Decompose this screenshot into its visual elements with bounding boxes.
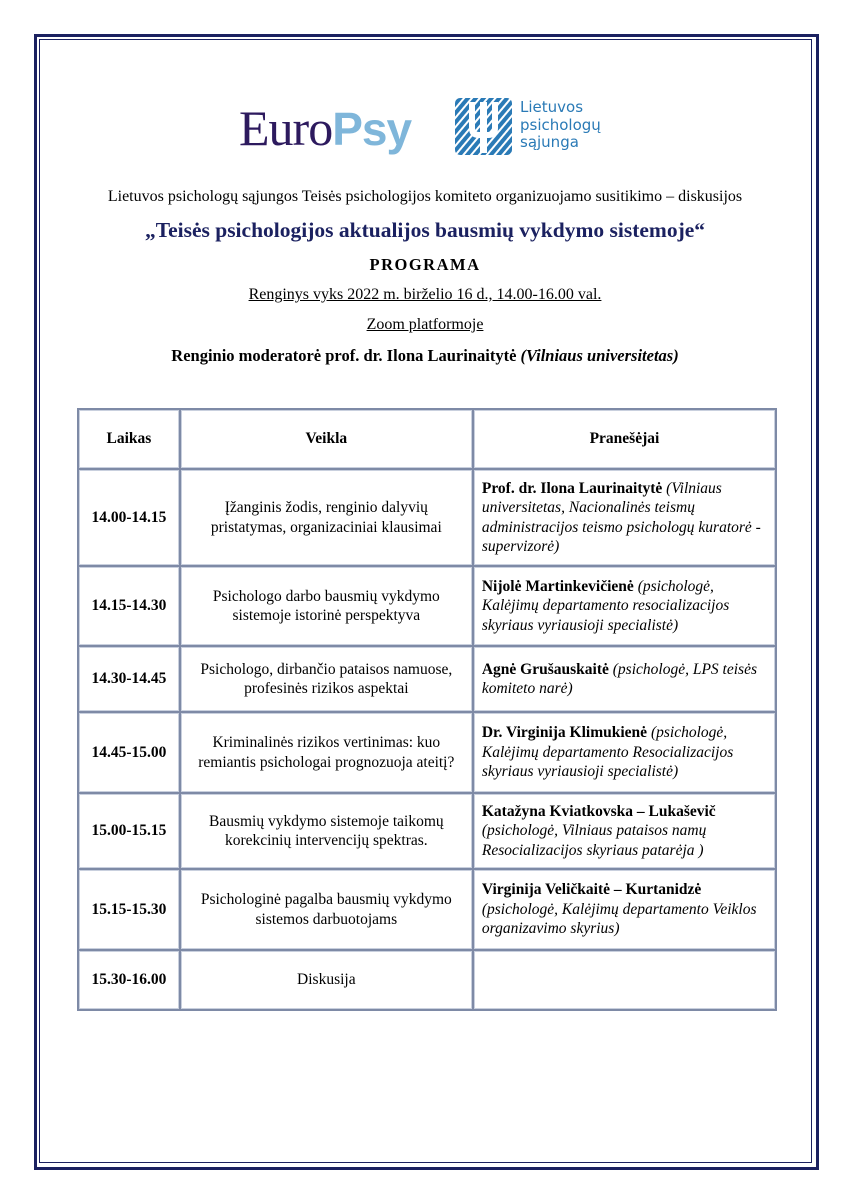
speaker-cell <box>473 646 776 712</box>
lps-logo-line: psichologų <box>520 115 601 134</box>
event-moderator <box>0 346 850 366</box>
table-row <box>78 793 776 869</box>
speaker-name: Prof. dr. Ilona Laurinaitytė <box>481 479 663 497</box>
table-row <box>78 566 776 646</box>
moderator-affiliation: (Vilniaus universitetas) <box>520 346 679 365</box>
column-header-speakers: Pranešėjai <box>473 409 776 469</box>
speaker-affiliation: (psichologė, Kalėjimų departamento Resocializacijos skyriaus vyriausioji specialistė) <box>481 724 734 781</box>
speaker-cell <box>473 869 776 950</box>
time-cell: 14.30-14.45 <box>78 646 180 712</box>
table-header-row <box>78 409 776 469</box>
speaker-cell <box>473 566 776 646</box>
speaker-affiliation: (psichologė, Kalėjimų departamento Veiklos organizavimo skyrius) <box>481 900 757 938</box>
programa-heading: PROGRAMA <box>369 255 481 274</box>
speaker-name: Virginija Veličkaitė – Kurtanidzė <box>481 881 702 899</box>
speaker-name: Nijolė Martinkevičienė <box>481 577 634 595</box>
column-header-activity: Veikla <box>180 409 473 469</box>
lps-logo-line: Lietuvos <box>520 98 584 116</box>
speaker-affiliation: (psichologė, Vilniaus pataisos namų Resocializacijos skyriaus patarėja ) <box>481 822 707 859</box>
time-cell: 14.45-15.00 <box>78 712 180 793</box>
activity-cell: Psichologinė pagalba bausmių vykdymo sistemos darbuotojams <box>180 869 473 950</box>
lps-logo-line: sąjunga <box>520 133 579 151</box>
table-row <box>78 646 776 712</box>
speaker-name: Agnė Grušauskaitė <box>481 660 609 678</box>
europsy-logo-psy: Psy <box>332 103 412 155</box>
time-cell: 14.00-14.15 <box>78 469 180 566</box>
table-row <box>78 469 776 566</box>
event-subtitle: Lietuvos psichologų sąjungos Teisės psichologijos komiteto organizuojamo susitikimo – diskusijos <box>107 188 743 205</box>
lps-logo-text <box>520 99 601 152</box>
activity-cell: Psichologo, dirbančio pataisos namuose, profesinės rizikos aspektai <box>180 646 473 712</box>
moderator-label: Renginio moderatorė prof. dr. Ilona Laurinaitytė <box>171 346 517 365</box>
europsy-logo <box>239 100 411 157</box>
event-platform: Zoom platformoje <box>366 316 484 333</box>
speaker-affiliation: (psichologė, LPS teisės komiteto narė) <box>481 660 757 697</box>
speaker-cell <box>473 469 776 566</box>
speaker-affiliation: (psichologė, Kalėjimų departamento resocializacijos skyriaus vyriausioji specialistė) <box>481 577 730 634</box>
speaker-cell <box>473 793 776 869</box>
psi-icon <box>455 98 512 155</box>
program-table <box>77 408 777 1011</box>
speaker-cell <box>473 950 776 1010</box>
time-cell: 15.15-15.30 <box>78 869 180 950</box>
activity-cell: Kriminalinės rizikos vertinimas: kuo remiantis psichologai prognozuoja ateitį? <box>180 712 473 793</box>
event-date: Renginys vyks 2022 m. birželio 16 d., 14.00-16.00 val. <box>248 286 602 303</box>
table-row <box>78 950 776 1010</box>
logo-bar <box>0 96 850 162</box>
activity-cell: Įžanginis žodis, renginio dalyvių pristatymas, organizaciniai klausimai <box>180 469 473 566</box>
event-title: „Teisės psichologijos aktualijos bausmių vykdymo sistemoje“ <box>144 218 706 242</box>
activity-cell: Psichologo darbo bausmių vykdymo sistemoje istorinė perspektyva <box>180 566 473 646</box>
time-cell: 15.00-15.15 <box>78 793 180 869</box>
column-header-time: Laikas <box>78 409 180 469</box>
activity-cell: Diskusija <box>180 950 473 1010</box>
speaker-cell <box>473 712 776 793</box>
europsy-logo-euro: Euro <box>239 100 333 156</box>
table-row <box>78 869 776 950</box>
table-row <box>78 712 776 793</box>
time-cell: 14.15-14.30 <box>78 566 180 646</box>
time-cell: 15.30-16.00 <box>78 950 180 1010</box>
activity-cell: Bausmių vykdymo sistemoje taikomų korekcinių intervencijų spektras. <box>180 793 473 869</box>
speaker-affiliation: (Vilniaus universitetas, Nacionalinės teismų administracijos teismo psichologų kuratorė - supervizorė) <box>481 479 761 555</box>
speaker-name: Dr. Virginija Klimukienė <box>481 724 648 742</box>
speaker-name: Katažyna Kviatkovska – Lukaševič <box>481 802 716 820</box>
